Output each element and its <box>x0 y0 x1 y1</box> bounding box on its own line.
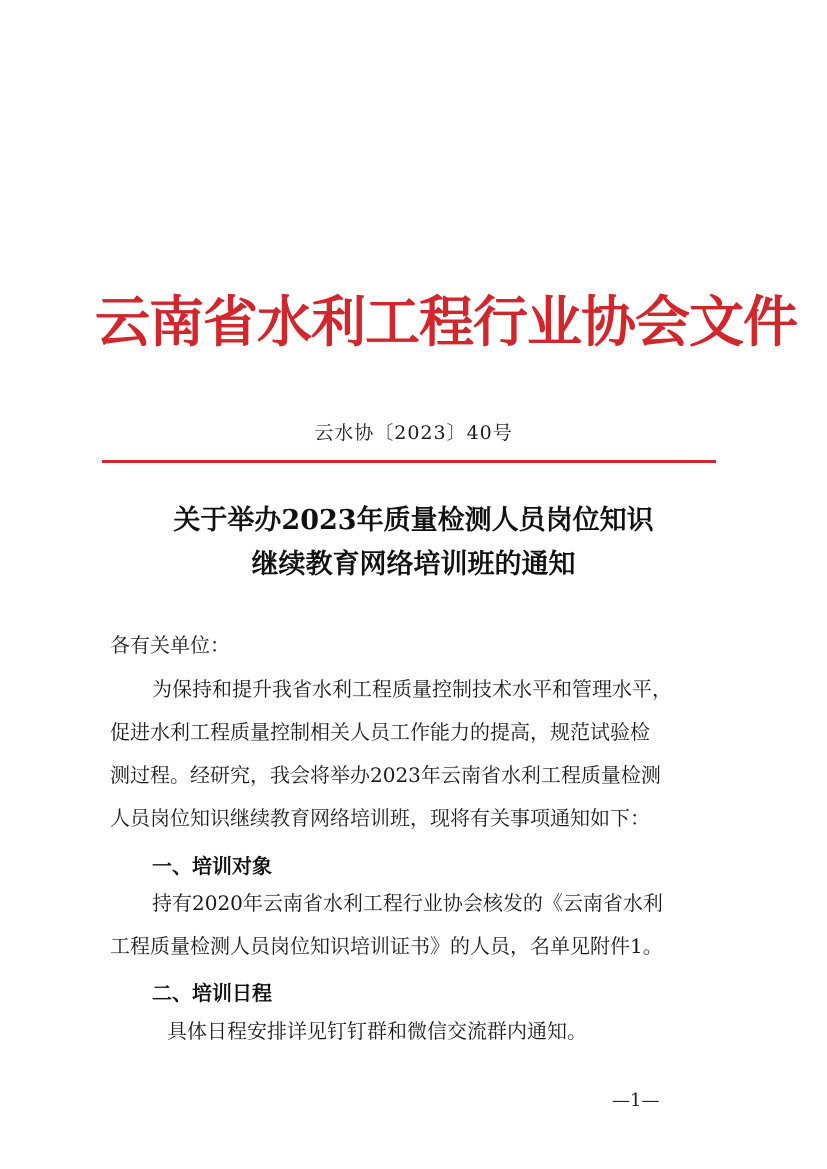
notice-title-line-2: 继续教育网络培训班的通知 <box>251 549 576 580</box>
document-number: 云水协〔2023〕40号 <box>314 422 513 444</box>
salutation: 各有关单位： <box>110 633 230 657</box>
section1-heading: 一、培训对象 <box>152 854 272 878</box>
section2-text: 具体日程安排详见钉钉群和微信交流群内通知。 <box>167 1019 587 1043</box>
section1-line-2: 工程质量检测人员岗位知识培训证书》的人员，名单见附件1。 <box>110 934 663 958</box>
paragraph1-line-4: 人员岗位知识继续教育网络培训班，现将有关事项通知如下： <box>110 806 650 830</box>
org-header-title: 云南省水利工程行业协会文件 <box>95 289 798 354</box>
section2-heading: 二、培训日程 <box>152 981 272 1005</box>
red-divider-line <box>102 460 716 463</box>
paragraph1-line-1: 为保持和提升我省水利工程质量控制技术水平和管理水平， <box>152 677 672 701</box>
page-number: —1— <box>612 1090 660 1111</box>
notice-title-line-1: 关于举办2023年质量检测人员岗位知识 <box>173 505 654 536</box>
paragraph1-line-3: 测过程。经研究，我会将举办2023年云南省水利工程质量检测 <box>110 763 661 787</box>
section1-line-1: 持有2020年云南省水利工程行业协会核发的《云南省水利 <box>152 891 663 915</box>
paragraph1-line-2: 促进水利工程质量控制相关人员工作能力的提高，规范试验检 <box>110 720 650 744</box>
